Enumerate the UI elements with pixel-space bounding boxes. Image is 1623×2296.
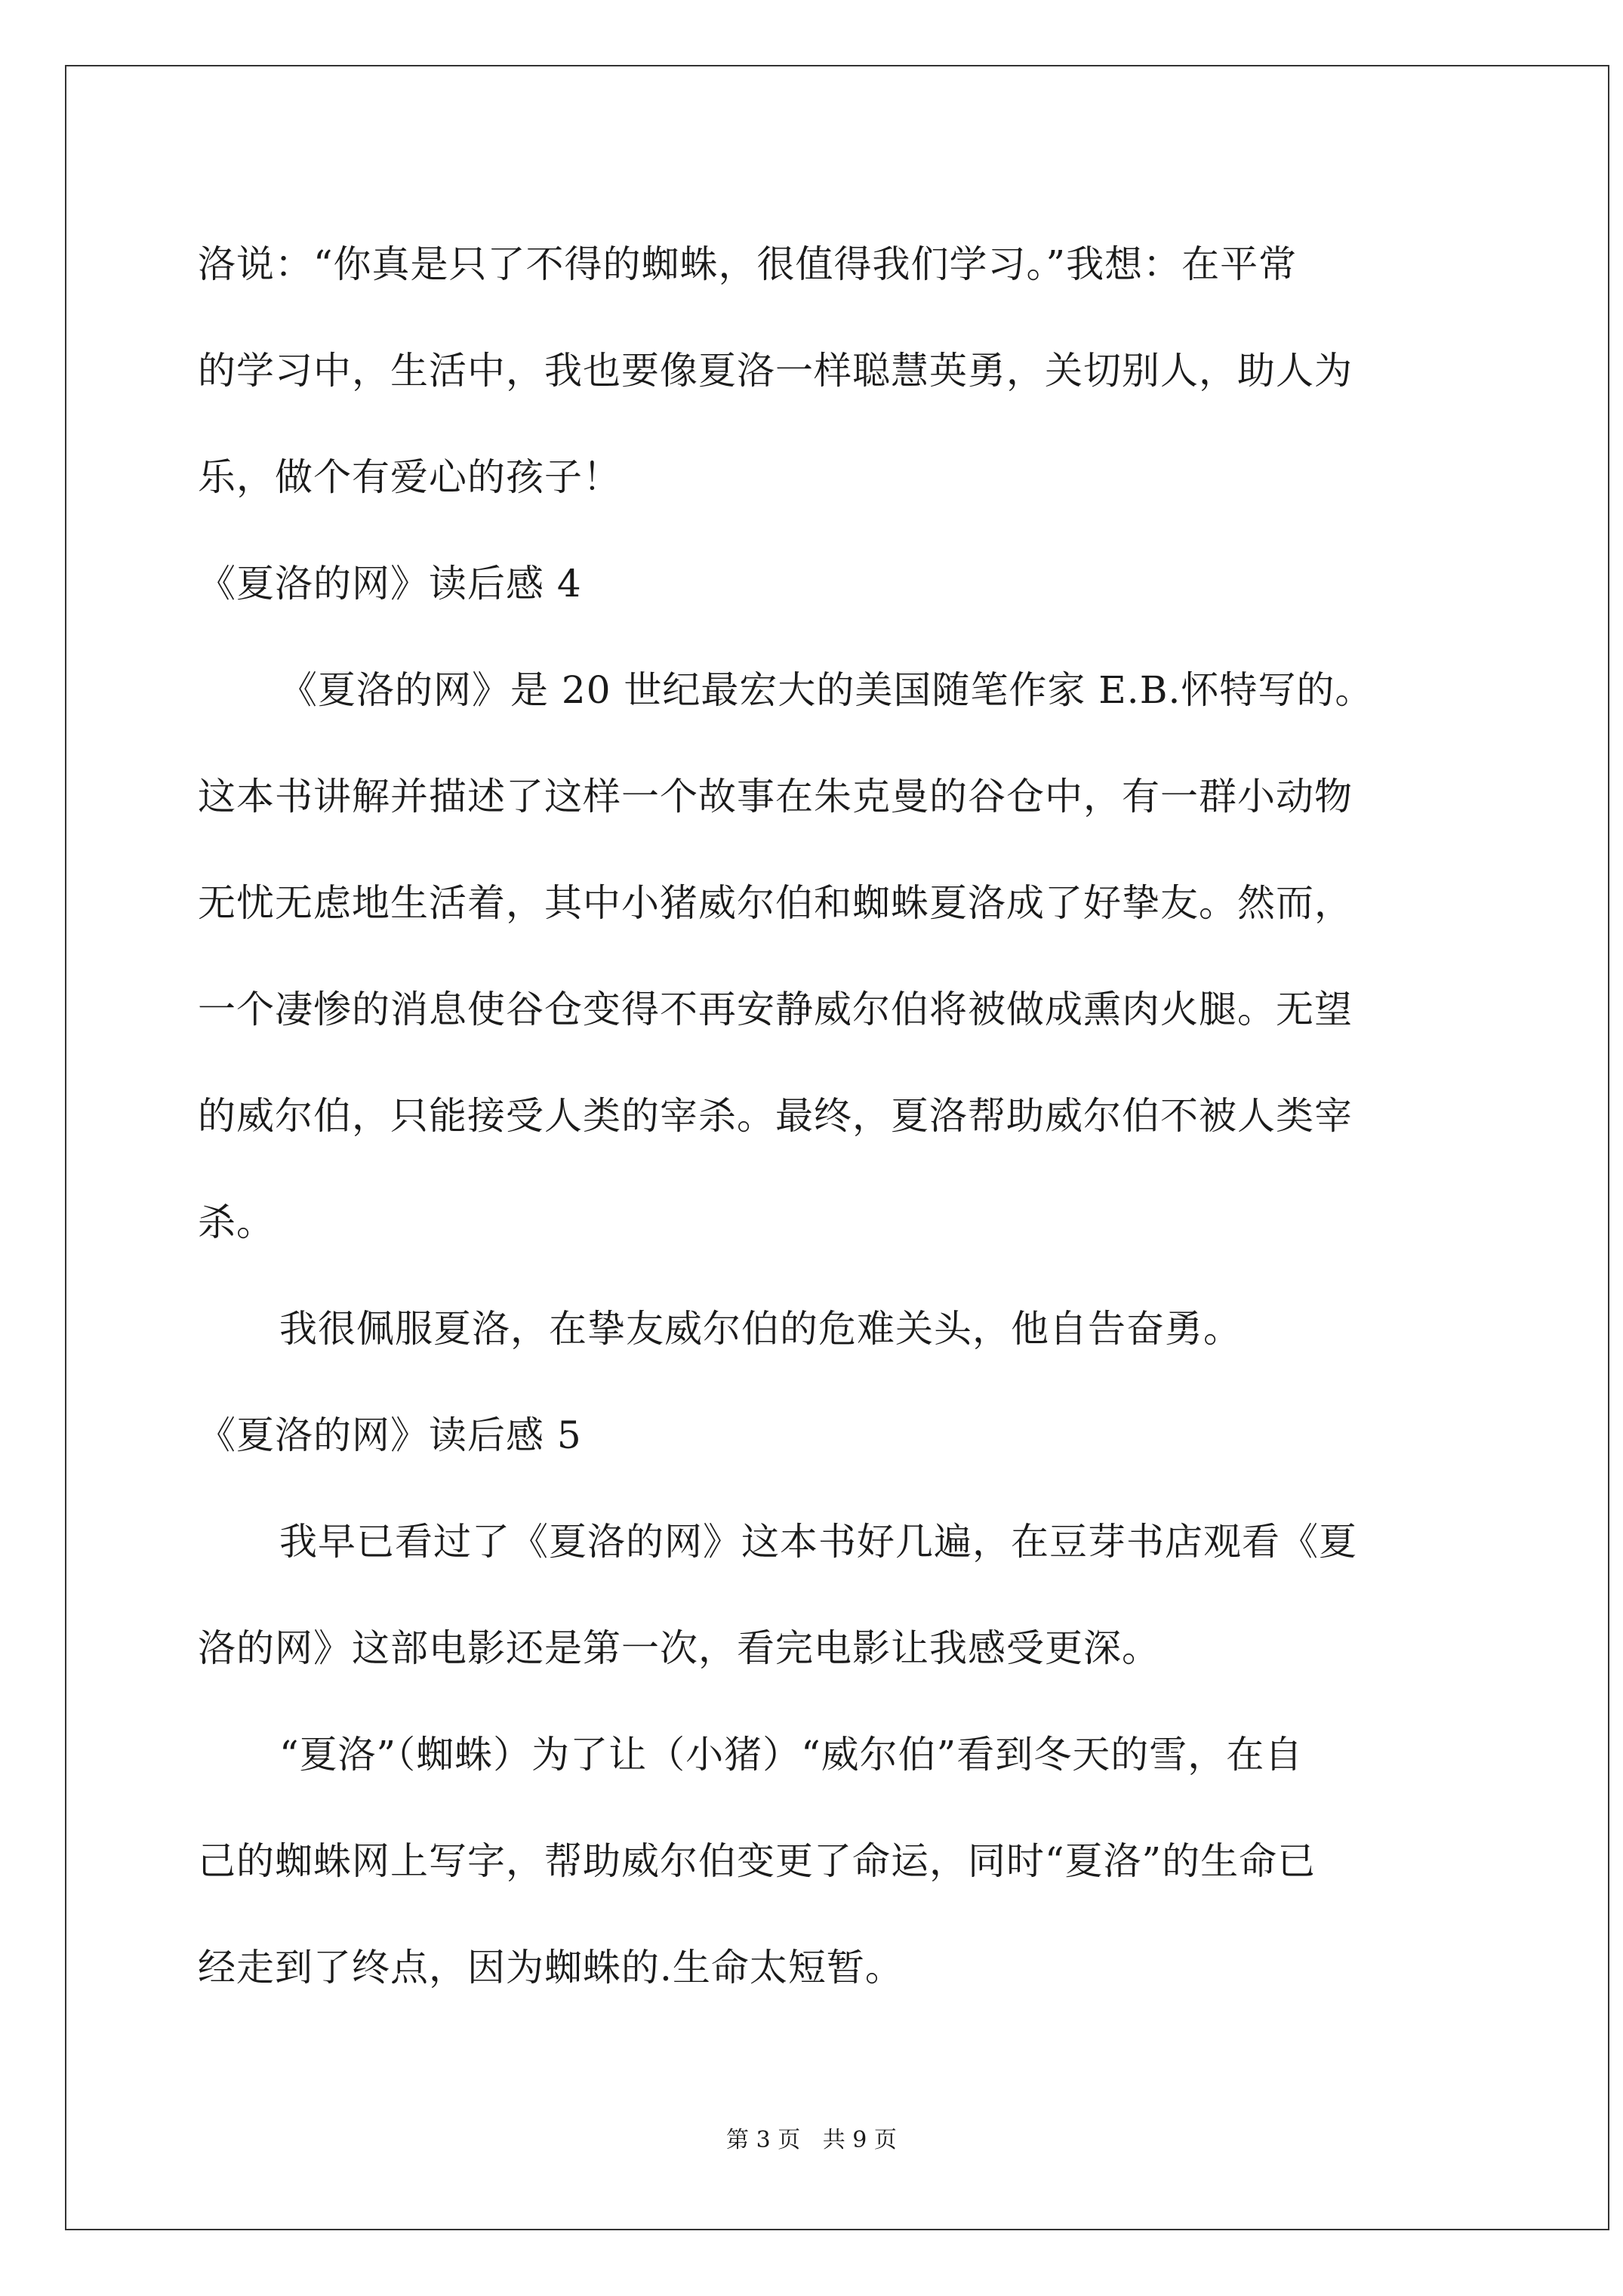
- text-line: 己的蜘蛛网上写字，帮助威尔伯变更了命运，同时“夏洛”的生命已: [198, 1839, 1317, 1883]
- paragraph-start: 我很佩服夏洛，在挚友威尔伯的危难关头，他自告奋勇。: [279, 1307, 1242, 1351]
- text-line: 乐，做个有爱心的孩子！: [198, 455, 621, 499]
- text-line: 一个凄惨的消息使谷仓变得不再安静威尔伯将被做成熏肉火腿。无望: [198, 988, 1353, 1031]
- section-heading: 《夏洛的网》读后感 4: [198, 562, 582, 606]
- text-line: 洛说：“你真是只了不得的蜘蛛，很值得我们学习。”我想：在平常: [198, 242, 1298, 286]
- text-line: 经走到了终点，因为蜘蛛的.生命太短暂。: [198, 1946, 904, 1989]
- section-heading: 《夏洛的网》读后感 5: [198, 1413, 582, 1457]
- text-line: 杀。: [198, 1200, 275, 1244]
- text-line: 的威尔伯，只能接受人类的宰杀。最终，夏洛帮助威尔伯不被人类宰: [198, 1094, 1353, 1138]
- text-line: 洛的网》这部电影还是第一次，看完电影让我感受更深。: [198, 1626, 1160, 1670]
- text-line: 的学习中，生活中，我也要像夏洛一样聪慧英勇，关切别人，助人为: [198, 349, 1353, 393]
- page-number-total: 共 9 页: [822, 2127, 897, 2153]
- document-body: [198, 211, 1427, 2021]
- paragraph-start: 我早已看过了《夏洛的网》这本书好几遍，在豆芽书店观看《夏: [279, 1520, 1357, 1564]
- paragraph-start: “夏洛”（蜘蛛）为了让（小猪）“威尔伯”看到冬天的雪，在自: [279, 1733, 1304, 1777]
- paragraph-start: 《夏洛的网》是 20 世纪最宏大的美国随笔作家 E.B.怀特写的。: [279, 668, 1374, 712]
- text-line: 这本书讲解并描述了这样一个故事在朱克曼的谷仓中，有一群小动物: [198, 775, 1353, 818]
- text-line: 无忧无虑地生活着，其中小猪威尔伯和蜘蛛夏洛成了好挚友。然而，: [198, 881, 1353, 925]
- page-number-current: 第 3 页: [726, 2127, 801, 2153]
- page-footer: [0, 2125, 1623, 2156]
